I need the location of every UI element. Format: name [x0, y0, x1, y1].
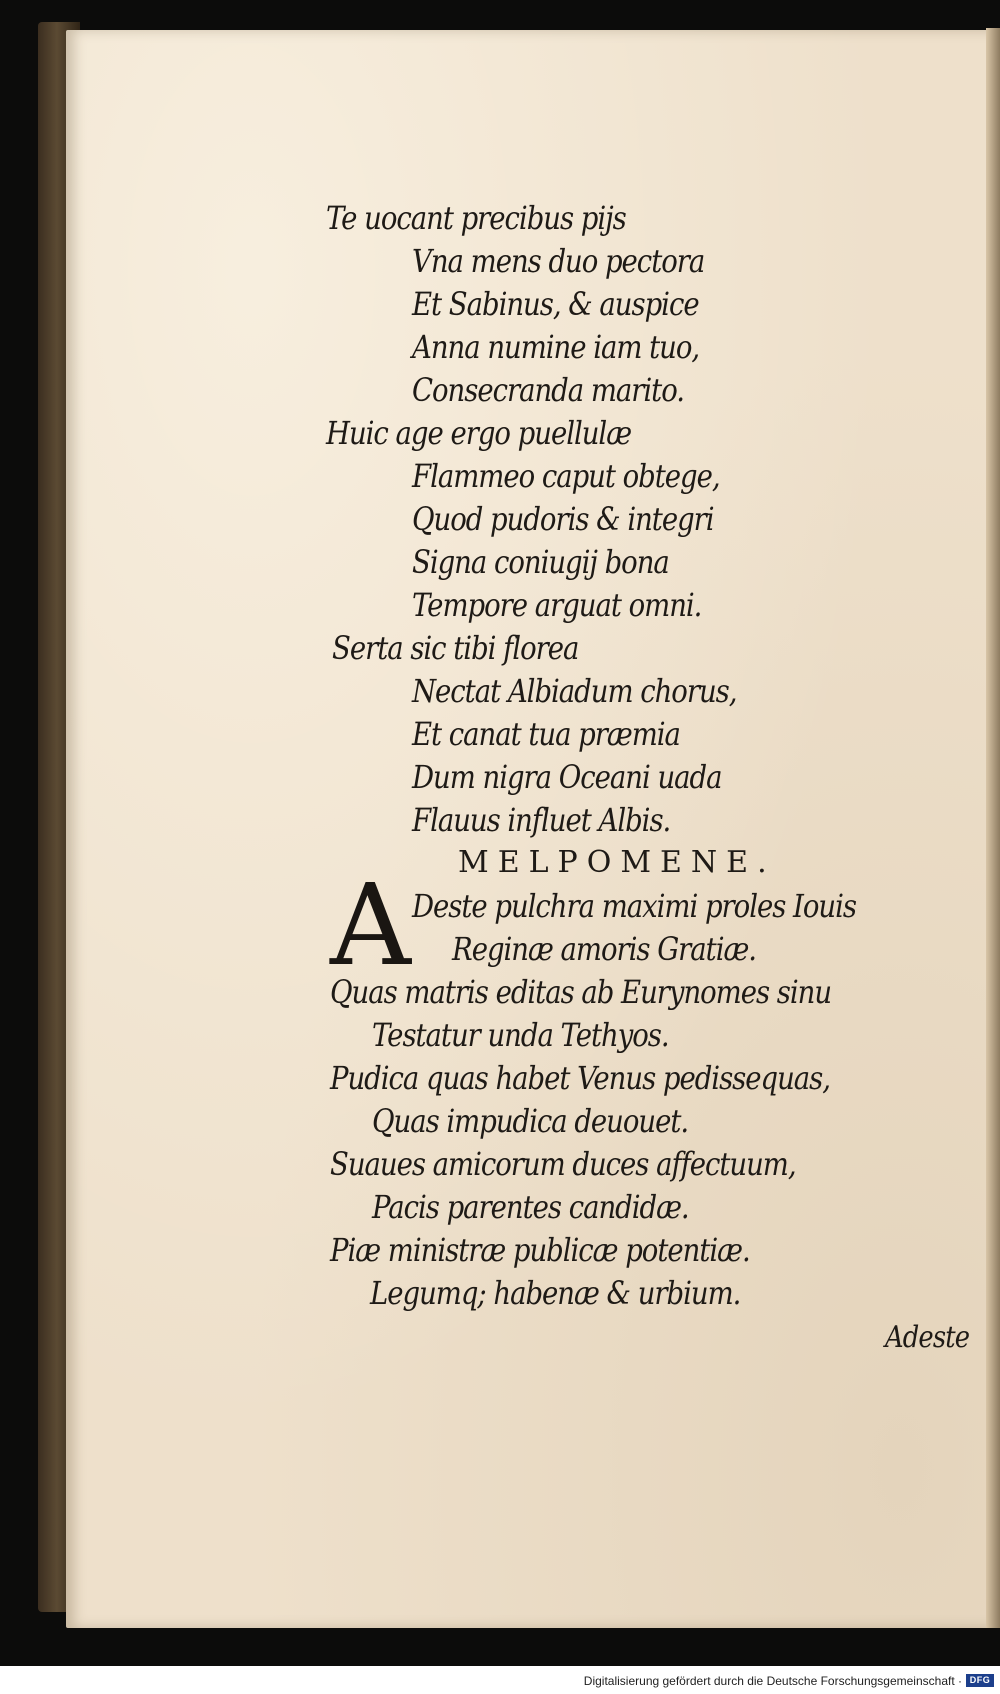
digitization-credit: Digitalisierung gefördert durch die Deutsche Forschungsgemeinschaft · [583, 1674, 962, 1688]
ode-line-2: Reginæ amoris Gratiæ. [452, 930, 757, 968]
stanza1-line-3: Et Sabinus, & auspice [412, 285, 699, 323]
catchword: Adeste [885, 1320, 970, 1355]
stanza1-line-4: Anna numine iam tuo, [412, 328, 700, 366]
stanza2-line-5: Tempore arguat omni. [412, 586, 702, 624]
stanza3-line-5: Flauus influet Albis. [412, 801, 671, 839]
ode-line-9: Piæ ministræ publicæ potentiæ. [330, 1231, 750, 1269]
stanza1-line-2: Vna mens duo pectora [412, 242, 705, 280]
ode-line-8: Pacis parentes candidæ. [372, 1188, 689, 1226]
stanza2-line-4: Signa coniugij bona [412, 543, 669, 581]
ode-line-7: Suaues amicorum duces affectuum, [330, 1145, 796, 1183]
stanza3-line-3: Et canat tua præmia [412, 715, 680, 753]
ode-line-10: Legumq; habenæ & urbium. [370, 1274, 741, 1312]
stanza2-line-2: Flammeo caput obtege, [412, 457, 720, 495]
ode-line-1: Deste pulchra maximi proles Iouis [412, 887, 856, 925]
ode-line-6: Quas impudica deuouet. [372, 1102, 689, 1140]
ode-line-4: Testatur unda Tethyos. [372, 1016, 669, 1054]
stanza3-line-4: Dum nigra Oceani uada [412, 758, 722, 796]
stanza2-line-3: Quod pudoris & integri [412, 500, 714, 538]
stanza3-line-1: Serta sic tibi florea [332, 629, 579, 667]
dfg-logo: DFG [966, 1674, 994, 1687]
drop-cap: A [330, 861, 411, 991]
ode-line-3: Quas matris editas ab Eurynomes sinu [330, 973, 832, 1011]
stanza2-line-1: Huic age ergo puellulæ [326, 414, 632, 452]
ode-line-5: Pudica quas habet Venus pedissequas, [330, 1059, 830, 1097]
stanza1-line-1: Te uocant precibus pijs [326, 199, 626, 237]
section-heading: MELPOMENE. [458, 845, 776, 880]
stanza3-line-2: Nectat Albiadum chorus, [412, 672, 737, 710]
stanza1-line-5: Consecranda marito. [412, 371, 684, 409]
